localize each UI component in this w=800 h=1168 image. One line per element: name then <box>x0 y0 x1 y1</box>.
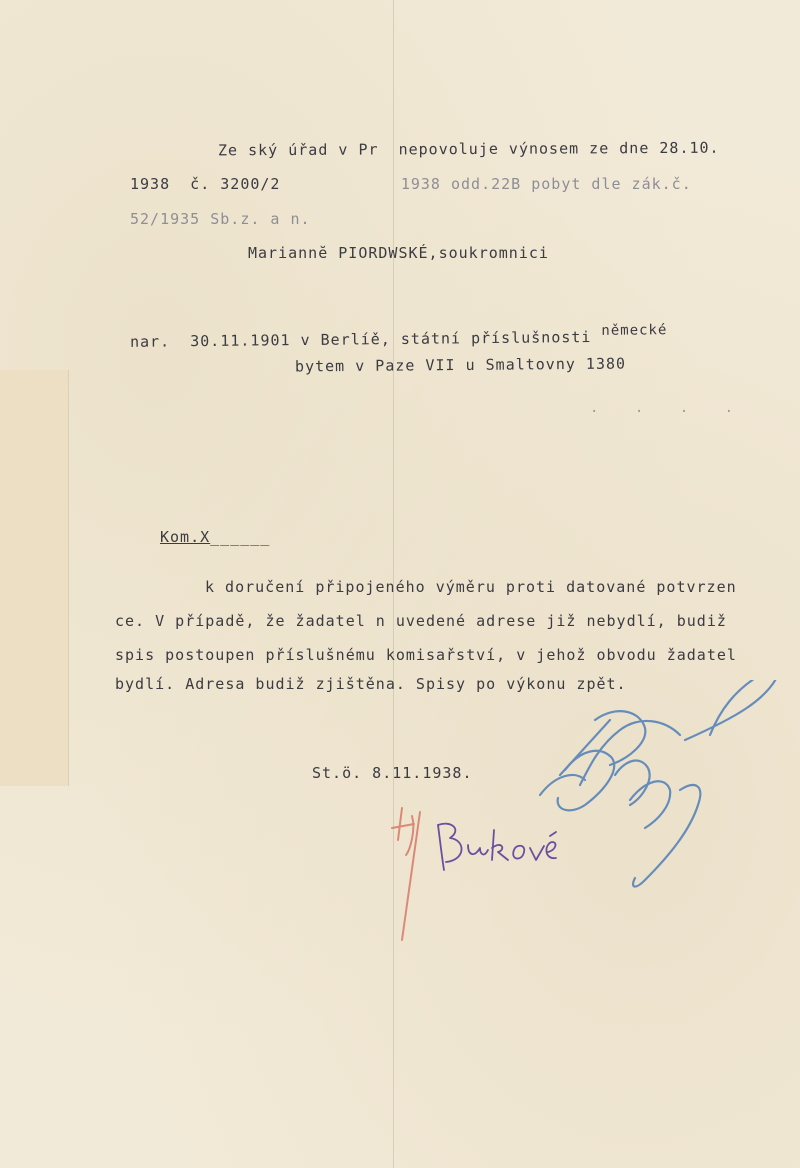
paragraph-line-2: ce. V případě, že žadatel n uvedené adrese již nebydlí, budiž <box>115 612 727 630</box>
addressee-line: Mariannĕ PIORDWSKÉ,soukromnici <box>248 244 549 262</box>
paragraph-line-1: k doručení připojeného výměru proti datované potvrzen <box>205 578 737 596</box>
attached-paper-strip <box>0 370 69 786</box>
kom-heading <box>160 528 270 546</box>
text-line-3: 52/1935 Sb.z. a n. <box>130 210 311 228</box>
paragraph-line-3: spis postoupen příslušnému komisařství, v jehož obvodu žadatel <box>115 646 737 664</box>
text-line-2 <box>130 175 692 193</box>
kom-rule: ______ <box>210 528 271 546</box>
handwritten-signature-image <box>380 680 800 960</box>
text-line-1: Ze ský úřad v Pr nepovoluje výnosem ze dne 28.10. <box>217 138 720 160</box>
nationality-superscript: německé <box>601 322 668 339</box>
decorative-dots: . . . . <box>590 400 748 416</box>
residence-line: bytem v Paze VII u Smaltovny 1380 <box>294 354 627 376</box>
date-line: St.ö. 8.11.1938. <box>312 764 473 782</box>
kom-label: Kom.X <box>160 528 211 546</box>
paragraph-line-4: bydlí. Adresa budiž zjištěna. Spisy po výkonu zpět. <box>115 675 627 693</box>
text-line-2-part-b: 1938 odd.22B pobyt dle zák.č. <box>400 175 692 193</box>
birth-line-text: nar. 30.11.1901 v Berlíě, státní příslušnosti <box>129 327 592 351</box>
text-line-2-part-a: 1938 č. 3200/2 <box>130 175 281 193</box>
